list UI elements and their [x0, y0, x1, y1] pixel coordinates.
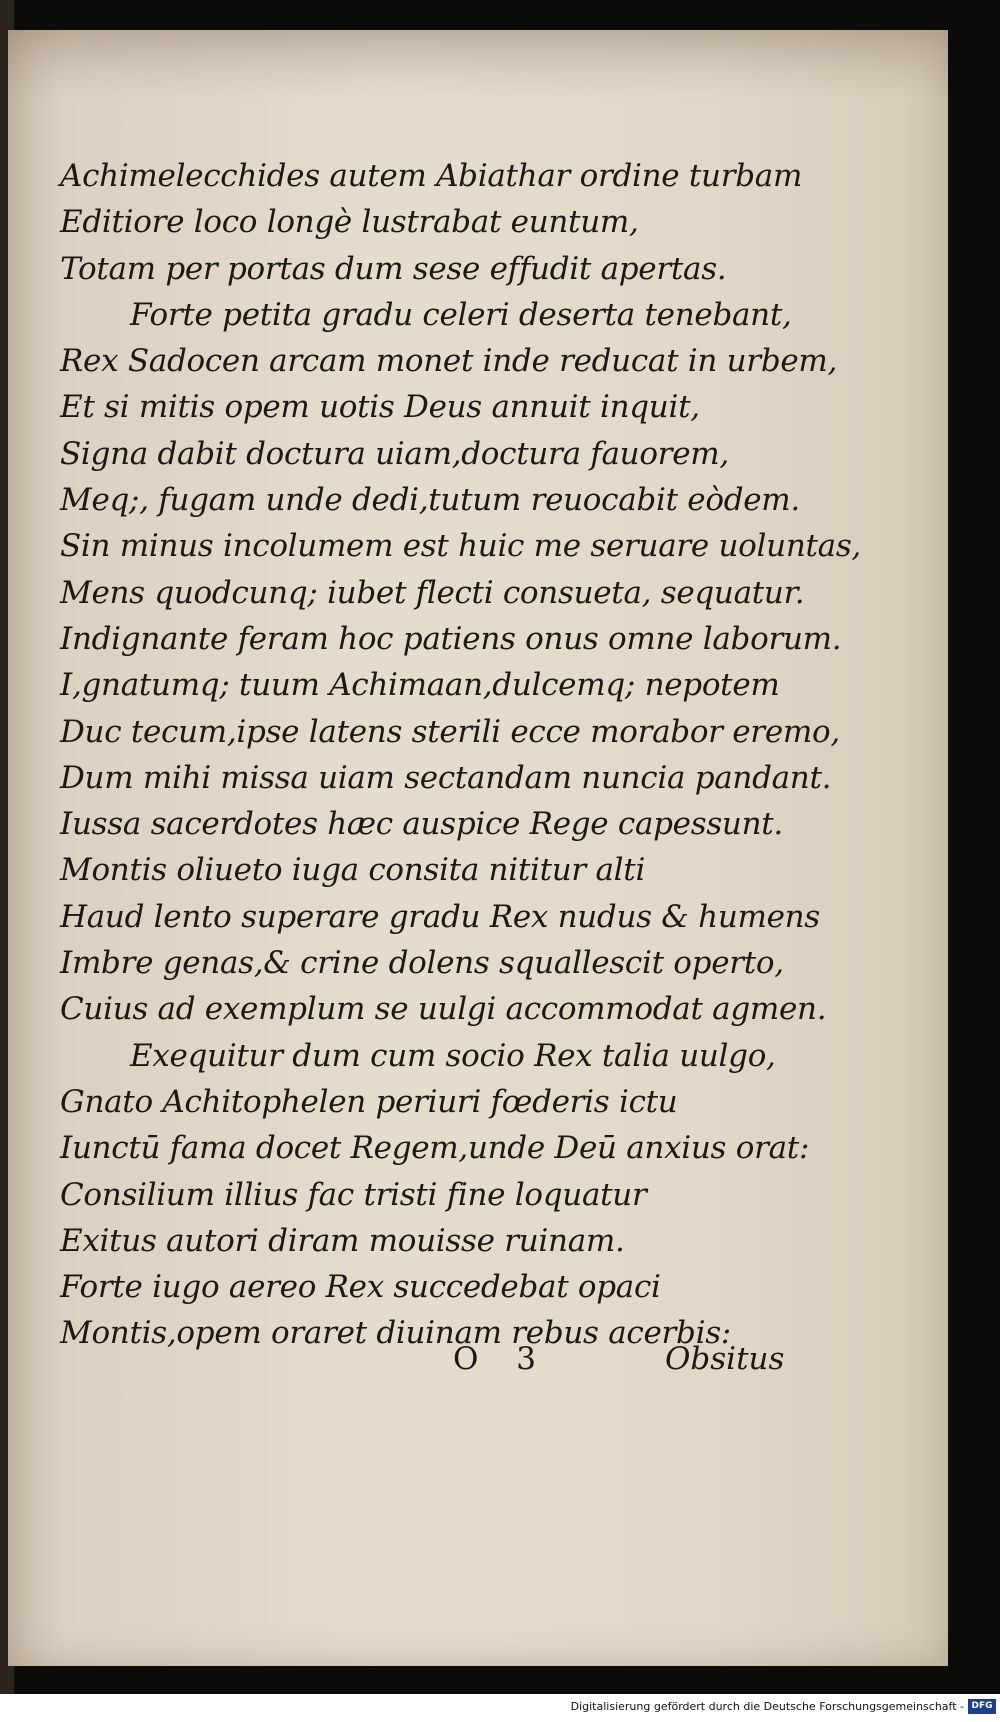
verse-line: Exitus autori diram mouisse ruinam. [60, 1222, 625, 1259]
verse-line: Meq;, fugam unde dedi,tutum reuocabit eòdem. [60, 482, 800, 519]
verse-line: Montis,opem oraret diuinam rebus acerbis: [60, 1315, 731, 1352]
verse-line: Totam per portas dum sese effudit apertas. [60, 250, 727, 287]
verse-text [60, 153, 880, 1357]
verse-line: Achimelecchides autem Abiathar ordine turbam [60, 158, 803, 194]
signature-mark: O 3 [453, 1341, 550, 1377]
catchword: Obsitus [665, 1341, 785, 1377]
verse-line: Editiore loco longè lustrabat euntum, [60, 204, 639, 241]
verse-line: Cuius ad exemplum se uulgi accommodat agmen. [60, 991, 827, 1028]
verse-line: Iussa sacerdotes hæc auspice Rege capessunt. [60, 806, 783, 843]
verse-line: Exequitur dum cum socio Rex talia uulgo, [130, 1037, 776, 1074]
verse-line: Consilium illius fac tristi fine loquatur [60, 1176, 647, 1213]
verse-line: Rex Sadocen arcam monet inde reducat in urbem, [60, 343, 838, 380]
verse-line: Forte petita gradu celeri deserta tenebant, [130, 296, 792, 333]
digitization-credit-bar [0, 1694, 1000, 1722]
verse-line: Haud lento superare gradu Rex nudus & humens [60, 898, 820, 935]
page-footer [60, 1341, 880, 1387]
verse-line: I,gnatumq; tuum Achimaan,dulcemq; nepotem [60, 667, 780, 704]
verse-line: Dum mihi missa uiam sectandam nuncia pandant. [60, 759, 832, 796]
verse-line: Iunctū fama docet Regem,unde Deū anxius orat: [60, 1130, 810, 1167]
verse-line: Et si mitis opem uotis Deus annuit inquit, [60, 389, 700, 426]
verse-line: Signa dabit doctura uiam,doctura fauorem, [60, 435, 729, 472]
verse-line: Indignante feram hoc patiens onus omne laborum. [60, 620, 842, 657]
verse-line: Forte iugo aereo Rex succedebat opaci [60, 1269, 661, 1306]
verse-line: Gnato Achitophelen periuri fœderis ictu [60, 1083, 678, 1120]
dfg-logo-icon: DFG [968, 1699, 996, 1714]
credit-text: Digitalisierung gefördert durch die Deutsche Forschungsgemeinschaft - [570, 1700, 964, 1713]
verse-line: Imbre genas,& crine dolens squallescit operto, [60, 945, 784, 982]
book-page [8, 30, 948, 1666]
verse-line: Montis oliueto iuga consita nititur alti [60, 852, 646, 889]
verse-line: Duc tecum,ipse latens sterili ecce morabor eremo, [60, 713, 840, 750]
verse-line: Sin minus incolumem est huic me seruare uoluntas, [60, 528, 861, 565]
verse-line: Mens quodcunq; iubet flecti consueta, sequatur. [60, 574, 805, 611]
